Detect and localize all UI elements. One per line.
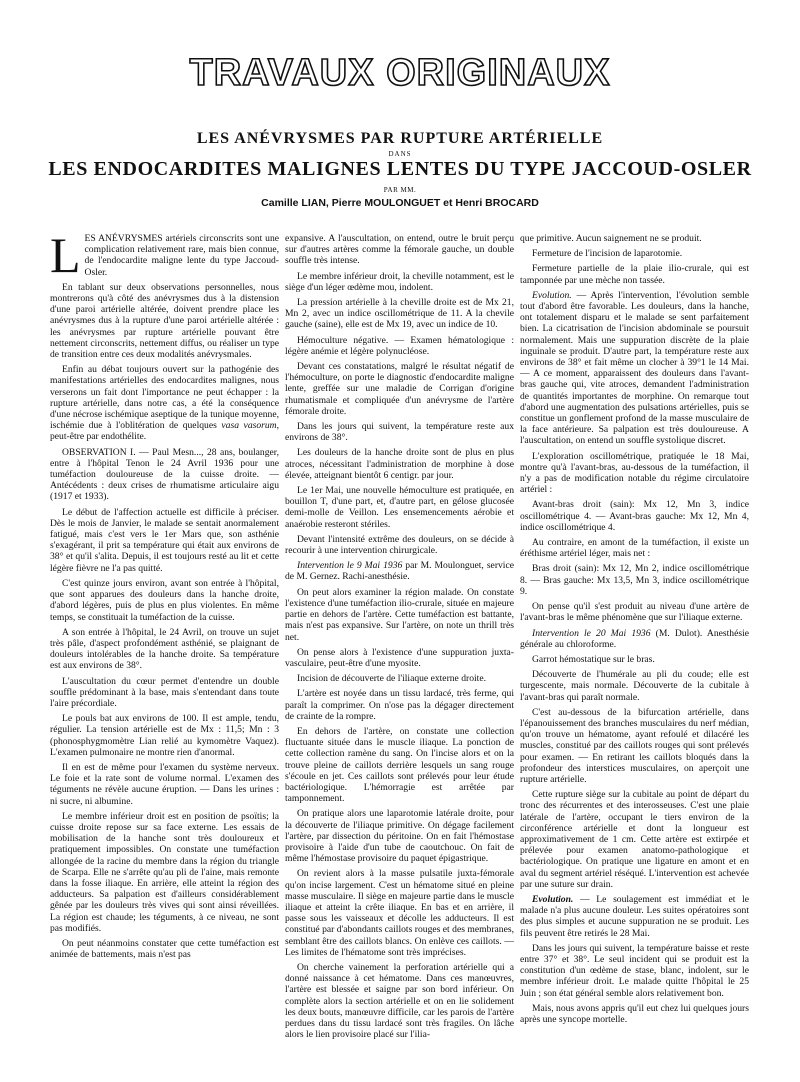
paragraph: Le 1er Mai, une nouvelle hémoculture est pratiquée, en bouillon T, d'une part, et, d'autre part, en gélose glucosée demi-molle de Veillon. Les ensemencements aérobie et anaérobie resteront stériles. bbox=[285, 485, 514, 530]
paragraph: On pratique alors une laparotomie latérale droite, pour la découverte de l'iliaque primitive. On dégage facilement l'artère, par dissection du péritoine. On en fait l'hémostase provisoire à l'aide d'un tube de caoutchouc. On fait de même l'hémostase provisoire du paquet épigastrique. bbox=[285, 808, 514, 865]
paragraph: Intervention le 9 Mai 1936 par M. Moulonguet, service de M. Gernez. Rachi-anesthésie. bbox=[285, 560, 514, 583]
article-authors-par: PAR MM. bbox=[383, 186, 417, 194]
paragraph: Incision de découverte de l'iliaque externe droite. bbox=[297, 673, 486, 685]
paragraph: Les douleurs de la hanche droite sont de plus en plus atroces, nécessitant l'administration de morphine à dose élevée, atteignant bientôt 6 centigr. par jour. bbox=[285, 447, 514, 481]
paragraph: Garrot hémostatique sur le bras. bbox=[532, 653, 655, 665]
paragraph: Cette rupture siège sur la cubitale au point de départ du tronc des récurrentes et des interosseuses. C'est une plaie latérale de l'artère, occupant le tiers environ de la circonférence artérielle et dont la longueur est approximativement de 1 cm. Cette artère est extirpée et prélevée pour examen anatomo-pathologique et bactériologique. On pratique une ligature en amont et en aval du segment artériel réséqué. L'intervention est achevée par une suture sur drain. bbox=[520, 789, 749, 890]
paragraph: Découverte de l'humérale au pli du coude; elle est turgescente, mais normale. Découverte de la cubitale à l'avant-bras qui paraît normale. bbox=[520, 669, 749, 703]
paragraph: Dans les jours qui suivent, la température reste aux environs de 38°. bbox=[285, 421, 514, 444]
paragraph: Dans les jours qui suivent, la température baisse et reste entre 37° et 38°. Le seul incident qui se produit est la constitution d'un œdème de stase, blanc, indolent, sur le membre inférieur droit. Le malade quitte l'hôpital le 25 Juin ; son état général semble alors relativement bon. bbox=[520, 942, 749, 999]
paragraph: expansive. A l'auscultation, on entend, outre le bruit perçu sur d'autres artères comme la fémorale gauche, un double souffle très intense. bbox=[285, 233, 514, 267]
paragraph: Au contraire, en amont de la tuméfaction, il existe un éréthisme artériel léger, mais net : bbox=[520, 537, 749, 560]
text-column-2 bbox=[285, 233, 514, 1079]
masthead-outline-title bbox=[189, 52, 611, 94]
paragraph: La pression artérielle à la cheville droite est de Mx 21, Mn 2, avec un indice oscillométrique de 11. A la chevile gauche (saine), elle est de Mx 19, avec un indice de 10. bbox=[285, 297, 514, 331]
drop-cap: L bbox=[50, 227, 81, 283]
paragraph: Bras droit (sain): Mx 12, Mn 2, indice oscillométrique 8. — Bras gauche: Mx 13,5, Mn 3, indice oscillométrique 9. bbox=[520, 563, 749, 597]
paragraph: A son entrée à l'hôpital, le 24 Avril, on trouve un sujet très pâle, d'aspect profondément asthénié, se plaignant de douleurs intolérables de la hanche droite. Sa température est aux environs de 38°. bbox=[50, 626, 279, 672]
paragraph: C'est au-dessous de la bifurcation artérielle, dans l'épanouissement des branches musculaires du nerf médian, qu'on trouve un hématome, ayant refoulé et dilacéré les muscles, constitué par des caillots rouges qui sont prélevés pour examen. — En retirant les caillots bloqués dans la profondeur des interstices musculaires, on aperçoit une rupture artérielle. bbox=[520, 706, 749, 785]
paragraph: On peut néanmoins constater que cette tuméfaction est animée de battements, mais n'est pas bbox=[50, 937, 279, 961]
paragraph: Evolution. — Après l'intervention, l'évolution semble tout d'abord être favorable. Les douleurs, dans la hanche, ont totalement disparu et le malade se sent parfaitement bien. La cicatrisation de l'incision abdominale se poursuit normalement. Mais une suppuration discrète de la plaie inguinale se produit. D'autre part, la température reste aux environs de 38° et fait même un clocher à 39°1 le 14 Mai. — A ce moment, apparaissent des douleurs dans l'avant-bras gauche qui, vite atroces, demandent l'administration de quantités importantes de morphine. On remarque tout d'abord une augmentation des pulsations artérielles, puis se constitue un gonflement profond de la masse musculaire de la face antérieure. Sa palpation est très douloureuse. A l'auscultation, on entend un souffle systolique discret. bbox=[520, 289, 749, 447]
paragraph: Mais, nous avons appris qu'il eut chez lui quelques jours après une syncope mortelle. bbox=[520, 1002, 749, 1025]
paragraph: L'exploration oscillométrique, pratiquée le 18 Mai, montre qu'à l'avant-bras, au-dessous de la tuméfaction, il n'y a pas de modification notable du régime circulatoire artériel : bbox=[520, 450, 749, 496]
paragraph: C'est quinze jours environ, avant son entrée à l'hôpital, que sont apparues des douleurs dans la hanche droite, d'abord légères, puis de plus en plus violentes. En même temps, se constituait la tuméfaction de la cuisse. bbox=[50, 577, 279, 623]
paragraph: Le début de l'affection actuelle est difficile à préciser. Dès le mois de Janvier, le malade se sentait anormalement fatigué, mais c'est vers le 1er Mars que, son asthénie s'exagérant, il prit sa température qui était aux environs de 38° et qu'il s'alita. Depuis, il est toujours resté au lit et cette légère fièvre ne l'a pas quitté. bbox=[50, 506, 279, 574]
article-title-line2: LES ENDOCARDITES MALIGNES LENTES DU TYPE JACCOUD-OSLER bbox=[48, 158, 752, 180]
paragraph: Le pouls bat aux environs de 100. Il est ample, tendu, régulier. La tension artérielle est de Mx : 11,5; Mn : 3 (phonosphygmomètre Lian relié au kymomètre Vaquez). L'examen pulmonaire ne montre rien d'anormal. bbox=[50, 713, 279, 758]
paragraph: On pense qu'il s'est produit au niveau d'une artère de l'avant-bras le même phénomène que sur l'iliaque externe. bbox=[520, 601, 749, 624]
paragraph: Devant l'intensité extrême des douleurs, on se décide à recourir à une intervention chirurgicale. bbox=[285, 533, 514, 557]
article-title-dans: DANS bbox=[388, 150, 412, 158]
paragraph: L'auscultation du cœur permet d'entendre un double souffle prédominant à la base, mais s'entendant dans toute l'aire précordiale. bbox=[50, 675, 279, 709]
masthead-text: TRAVAUX ORIGINAUX bbox=[189, 52, 611, 94]
paragraph: En dehors de l'artère, on constate une collection fluctuante située dans le muscle iliaque. La ponction de cette collection ramène du sang. On l'incise alors et on la trouve pleine de caillots derrière lesquels un sang rouge s'écoule en jet. Ces caillots sont prélevés pour leur étude bactériologique. L'hémorragie est arrêtée par tamponnement. bbox=[285, 725, 514, 805]
paragraph: LES ANÉVRYSMES artériels circonscrits sont une complication relativement rare, mais bien connue, de l'endocardite maligne lente du type Jaccoud-Osler. bbox=[50, 227, 279, 283]
article-title-line1: LES ANÉVRYSMES PAR RUPTURE ARTÉRIELLE bbox=[196, 130, 604, 147]
section-masthead bbox=[0, 52, 800, 92]
text-column-1 bbox=[50, 227, 280, 1079]
text-column-3 bbox=[520, 233, 749, 1079]
paragraph: Le membre inférieur droit, la cheville notamment, est le siège d'un léger œdème mou, indolent. bbox=[285, 270, 514, 293]
paragraph: Fermeture de l'incision de laparotomie. bbox=[532, 248, 683, 260]
article-authors: Camille LIAN, Pierre MOULONGUET et Henri BROCARD bbox=[261, 197, 539, 209]
paragraph: Devant ces constatations, malgré le résultat négatif de l'hémoculture, on porte le diagnostic d'endocardite maligne lente, greffée sur une maladie de Corrigan d'origine rhumatismale et compliquée d'un anévrysme de l'artère fémorale droite. bbox=[285, 361, 514, 417]
paragraph: Hémoculture négative. — Examen hématologique : légère anémie et légère polynucléose. bbox=[285, 334, 514, 357]
paragraph: Intervention le 20 Mai 1936 (M. Dulot). Anesthésie générale au chloroforme. bbox=[520, 627, 749, 650]
paragraph: Il en est de même pour l'examen du système nerveux. Le foie et la rate sont de volume normal. L'examen des téguments ne révèle aucune éruption. — Dans les urines : ni sucre, ni albumine. bbox=[50, 761, 279, 807]
paragraph: Enfin au débat toujours ouvert sur la pathogénie des manifestations artérielles des endocardites malignes, nous verserons un fait dont l'importance ne peut échapper : la rupture artérielle, dans notre cas, a été la conséquence d'une nécrose ischémique aseptique de la tunique moyenne, ischémie due à l'oblitération de quelques vasa vasorum, peut-être par endothélite. bbox=[50, 364, 280, 443]
paragraph: On pense alors à l'existence d'une suppuration juxta-vasculaire, peut-être d'une myosite. bbox=[285, 646, 514, 669]
paragraph: Fermeture partielle de la plaie ilio-crurale, qui est tamponnée par une mèche non tassée. bbox=[520, 263, 749, 286]
paragraph: En tablant sur deux observations personnelles, nous montrerons qu'à côté des anévrysmes dus à la distension d'une paroi artérielle altérée, doivent prendre place les anévrysmes dus à la rupture d'une paroi artérielle altérée : les anévrysmes par rupture artérielle pouvant être nettement circonscrits, nettement diffus, ou réaliser un type de transition entre ces deux modalités anévrysmales. bbox=[50, 281, 279, 361]
paragraph: que primitive. Aucun saignement ne se produit. bbox=[520, 233, 702, 244]
paragraph: OBSERVATION I. — Paul Mesn..., 28 ans, boulanger, entre à l'hôpital Tenon le 24 Avril 1936 pour une tuméfaction douloureuse de la cuisse droite. — Antécédents : deux crises de rhumatisme articulaire aigu (1917 et 1933). bbox=[50, 446, 279, 503]
paragraph: Le membre inférieur droit est en position de psoïtis; la cuisse droite repose sur sa face externe. Les essais de mobilisation de la hanche sont très douloureux et pratiquement impossibles. On constate une tuméfaction allongée de la racine du membre dans la région du triangle de Scarpa. Elle ne s'arrête qu'au pli de l'aine, mais remonte dans la fosse iliaque. En arrière, elle atteint la région des adducteurs. Sa palpation est d'ailleurs considérablement gênée par les douleurs très vives qui sont ainsi réveillées. La région est chaude; les téguments, à ce niveau, ne sont pas modifiés. bbox=[50, 810, 279, 934]
paragraph: Avant-bras droit (sain): Mx 12, Mn 3, indice oscillométrique 4. — Avant-bras gauche: Mx 12, Mn 4, indice oscillométrique 4. bbox=[520, 499, 749, 533]
paragraph: On peut alors examiner la région malade. On constate l'existence d'une tuméfaction ilio-crurale, située en majeure partie en dehors de l'artère. Cette tuméfaction est battante, mais n'est pas expansive. Sur l'artère, on note un thrill très net. bbox=[285, 586, 514, 643]
paragraph: On cherche vainement la perforation artérielle qui a donné naissance à cet hématome. Dans ces manœuvres, l'artère est blessée et saigne par son bord inférieur. On complète alors la section artérielle et on en lie solidement les deux bouts, manœuvre difficile, car les parois de l'artère perdues dans du tissu lardacé sont très fragiles. On lâche alors le lien provisoire placé sur l'ilia- bbox=[285, 961, 514, 1041]
paragraph: On revient alors à la masse pulsatile juxta-fémorale qu'on incise largement. C'est un hématome situé en pleine masse musculaire. Il siège en majeure partie dans le muscle iliaque et atteint la crête iliaque. En bas et en arrière, il passe sous les vaisseaux et décolle les adducteurs. Il est constitué par d'abondants caillots rouges et des membranes, semblant être des caillots blancs. On enlève ces caillots. — Les limites de l'hématome sont très imprécises. bbox=[285, 868, 514, 958]
paragraph: Evolution. — Le soulagement est immédiat et le malade n'a plus aucune douleur. Les suites opératoires sont des plus simples et aucune suppuration ne se produit. Les fils peuvent être retirés le 28 Mai. bbox=[520, 893, 749, 939]
paragraph: L'artère est noyée dans un tissu lardacé, très ferme, qui paraît la comprimer. On n'ose pas la dégager directement de crainte de la rompre. bbox=[285, 688, 514, 722]
